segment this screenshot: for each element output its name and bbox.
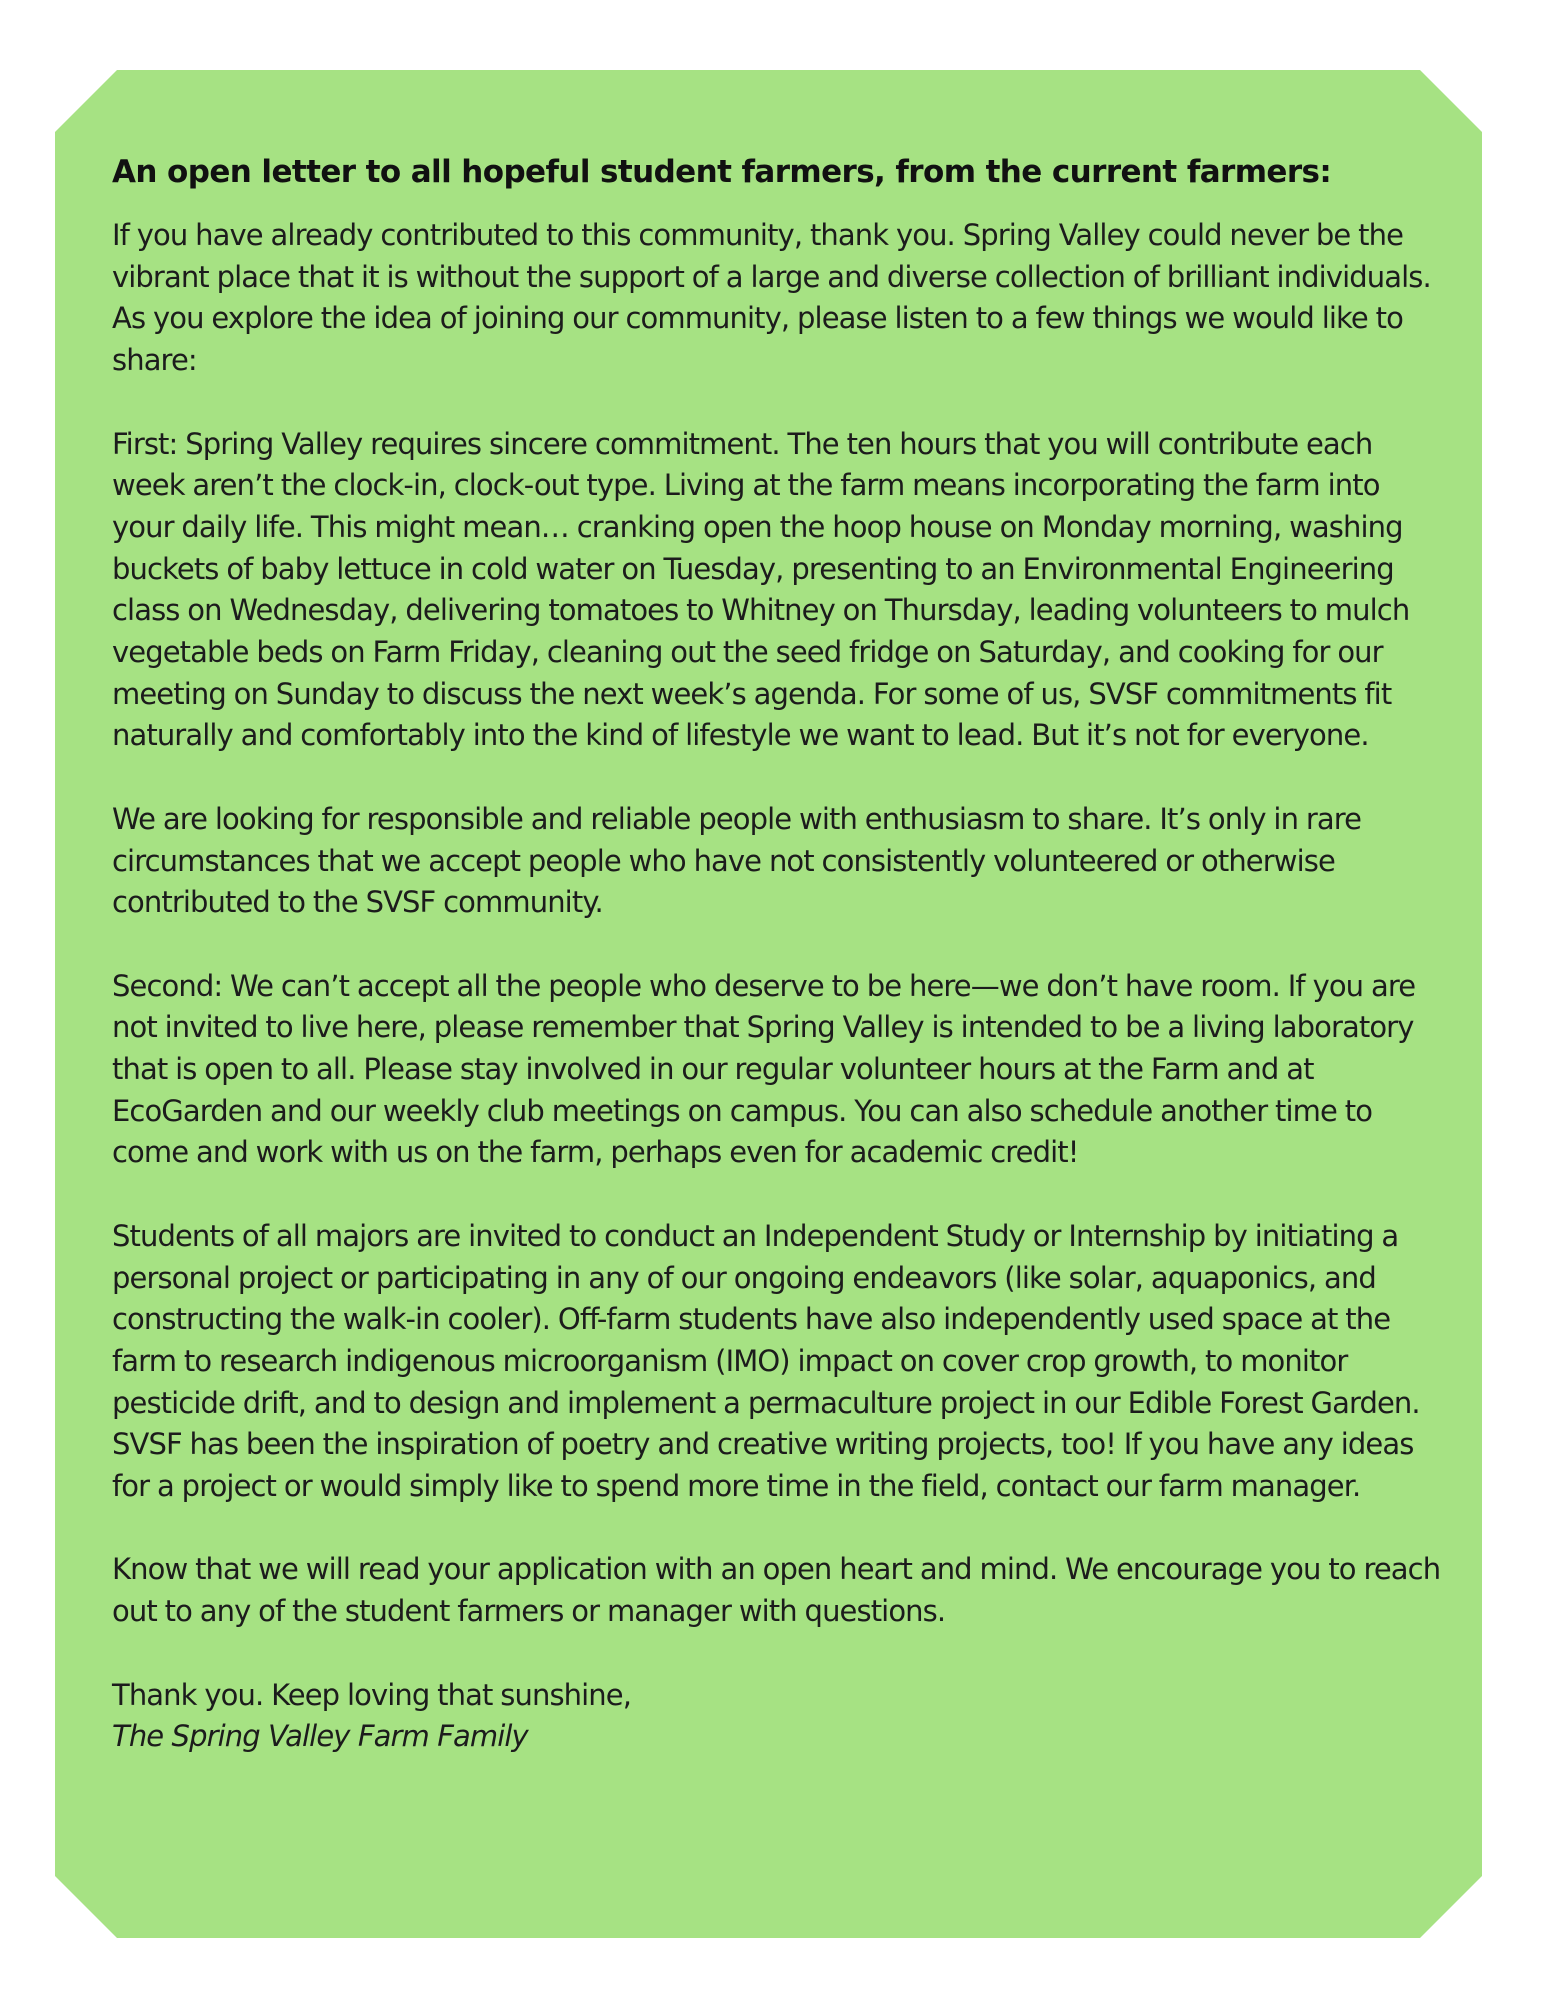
paragraph-application: Know that we will read your application with an open heart and mind. We encourage you to reach out to any of the student farmers or manager with questions.: [112, 1552, 1441, 1629]
paragraph-looking-for: We are looking for responsible and reliable people with enthusiasm to share. It’s only in rare circumstances that we accept people who have not consistently volunteered or otherwise contributed to the SVSF community.: [112, 801, 1362, 920]
letter-heading: An open letter to all hopeful student farmers, from the current farmers:: [112, 154, 1332, 190]
paragraph-intro: If you have already contributed to this community, thank you. Spring Valley could never be the vibrant place that it is without the support of a large and diverse collection of brilliant individuals. As you explore the idea of joining our community, please listen to a few things we would like to share:: [112, 218, 1431, 378]
paragraph-second-room: Second: We can’t accept all the people who deserve to be here—we don’t have room. If you are not invited to live here, please remember that Spring Valley is intended to be a living laboratory that is open to all. Please stay involved in our regular volunteer hours at the Farm and at EcoGarden and our weekly club meetings on campus. You can also schedule another time to come and work with us on the farm, perhaps even for academic credit!: [112, 968, 1416, 1170]
paragraph-students-projects: Students of all majors are invited to conduct an Independent Study or Internship by initiating a personal project or participating in any of our ongoing endeavors (like solar, aquaponics, and constructing the walk-in cooler). Off-farm students have also independently used space at the farm to research indigenous microorganism (IMO) impact on cover crop growth, to monitor pesticide drift, and to design and implement a permaculture project in our Edible Forest Garden. SVSF has been the inspiration of poetry and creative writing projects, too! If you have any ideas for a project or would simply like to spend more time in the field, contact our farm manager.: [112, 1218, 1420, 1504]
closing-line: Thank you. Keep loving that sunshine,: [112, 1677, 632, 1712]
paragraph-first-commitment: First: Spring Valley requires sincere commitment. The ten hours that you will contribute each week aren’t the clock-in, clock-out type. Living at the farm means incorporating the farm into your daily life. This might mean… cranking open the hoop house on Monday morning, washing buckets of baby lettuce in cold water on Tuesday, presenting to an Environmental Engineering class on Wednesday, delivering tomatoes to Whitney on Thursday, leading volunteers to mulch vegetable beds on Farm Friday, cleaning out the seed fridge on Saturday, and cooking for our meeting on Sunday to discuss the next week’s agenda. For some of us, SVSF commitments fit naturally and comfortably into the kind of lifestyle we want to lead. But it’s not for everyone.: [112, 426, 1410, 753]
letter-content: [112, 150, 1442, 1758]
signature: The Spring Valley Farm Family: [112, 1719, 528, 1754]
